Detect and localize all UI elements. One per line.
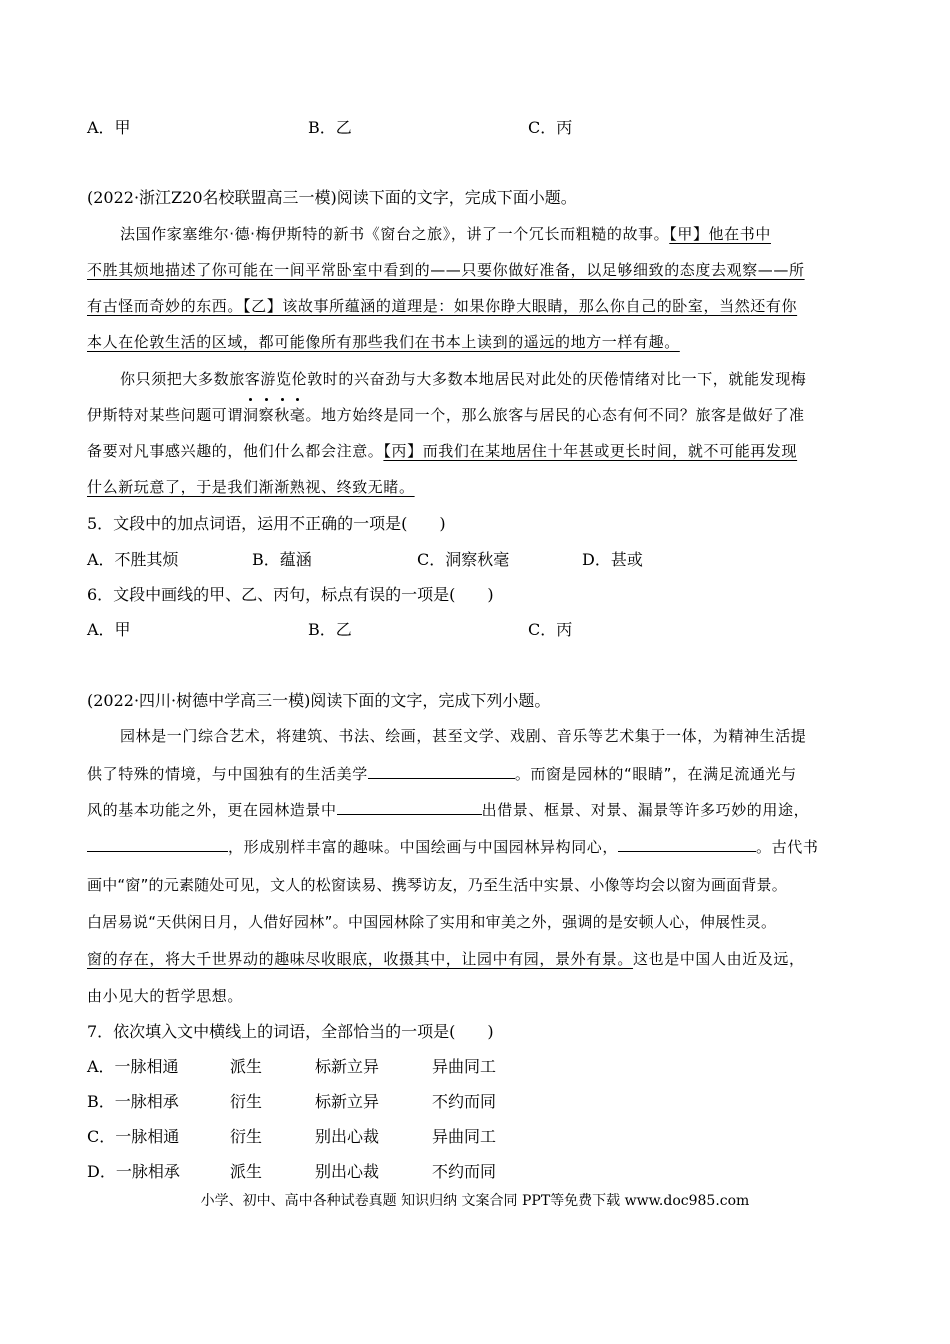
passage2-line [87,837,818,857]
underlined-sentence-line: 什么新玩意了，于是我们渐渐熟视、终致无睹。 [87,478,415,496]
dotted-char: 洞 [243,406,259,424]
passage2-text: ，形成别样丰富的趣味。中国绘画与中国园林异构同心， [228,838,619,856]
passage2-line: 白居易说“天供闲日月，人借好园林”。中国园林除了实用和审美之外，强调的是安顿人心，伸展性灵。 [87,913,777,931]
dotted-char: 毫 [289,406,306,424]
q7-option-cell: 不约而同 [432,1162,497,1181]
passage2-text: 。而窗是园林的“眼睛”，在满足流通光与 [514,765,797,783]
passage2-text: 风的基本功能之外，更在园林造景中 [87,801,337,819]
q5-option: C．洞察秋毫 [417,550,510,569]
passage2-line [87,764,797,784]
passage2-text: 供了特殊的情境，与中国独有的生活美学 [87,765,368,783]
question-7-stem: 7．依次填入文中横线上的词语，全部恰当的一项是( ) [87,1022,494,1041]
dotted-char: 秋 [274,406,290,424]
q7-option-cell: 不约而同 [432,1092,497,1111]
passage2-text: 出借景、框景、对景、漏景等许多巧妙的用途， [481,801,810,819]
option-c: C．丙 [528,118,573,137]
q7-option-cell: A．一脉相通 [87,1057,179,1076]
passage1-source: (2022·浙江Z20名校联盟高三一模)阅读下面的文字，完成下面小题。 [87,188,577,207]
passage2-text: 这也是中国人由近及远， [633,950,805,968]
q5-option: A．不胜其烦 [87,550,179,569]
passage1-line [120,224,771,244]
passage1-line: 你只须把大多数旅客游览伦敦时的兴奋劲与大多数本地居民对此处的厌倦情绪对比一下，就能发现梅 [120,370,807,388]
q7-option-cell: 衍生 [230,1127,263,1146]
q7-option-cell: 衍生 [230,1092,263,1111]
q7-option-cell: 别出心裁 [315,1162,380,1181]
passage1-line [87,405,805,425]
passage1-text: 法国作家塞维尔·德·梅伊斯特的新书《窗台之旅》，讲了一个冗长而粗糙的故事。 [120,225,670,243]
q7-option-cell: B．一脉相承 [87,1092,179,1111]
passage1-text: 。地方始终是同一个，那么旅客与居民的心态有何不同？旅客是做好了准 [305,406,805,424]
q6-option: C．丙 [528,620,573,639]
underlined-sentence-line: 本人在伦敦生活的区域，都可能像所有那些我们在书本上读到的遥远的地方一样有趣。 [87,333,680,351]
passage2-line [87,800,809,820]
q7-option-cell: 异曲同工 [432,1057,497,1076]
passage2-line: 由小见大的哲学思想。 [87,987,244,1005]
q6-option: B．乙 [308,620,352,639]
underlined-sentence: 窗的存在，将大千世界动的趣味尽收眼底，收摄其中，让园中有园，景外有景。 [87,950,634,968]
q7-option-cell: 标新立异 [315,1092,380,1111]
q7-option-cell: 异曲同工 [432,1127,497,1146]
option-b: B．乙 [308,118,352,137]
q5-option: B．蕴涵 [252,550,312,569]
page-footer: 小学、初中、高中各种试卷真题 知识归纳 文案合同 PPT等免费下载 www.doc985.com [200,1193,750,1209]
underlined-sentence-line: 不胜其烦地描述了你可能在一间平常卧室中看到的——只要你做好准备，以足够细致的态度去观察——所 [87,261,805,279]
underlined-sentence-jia: 【甲】他在书中 [669,225,771,243]
q7-option-cell: C．一脉相通 [87,1127,180,1146]
underlined-sentence-line: 有古怪而奇妙的东西。【乙】该故事所蕴涵的道理是：如果你睁大眼睛，那么你自己的卧室，当然还有你 [87,297,798,315]
fill-blank-3 [87,837,228,852]
fill-blank-1 [368,764,515,779]
q6-option: A．甲 [87,620,131,639]
fill-blank-4 [618,837,756,852]
passage1-text: 伊斯特对某些问题可谓 [87,406,244,424]
passage2-line: 画中“窗”的元素随处可见，文人的松窗读易、携琴访友，乃至生活中实景、小像等均会以窗为画面背景。 [87,876,787,894]
question-6-stem: 6．文段中画线的甲、乙、丙句，标点有误的一项是( ) [87,585,494,604]
passage2-source: (2022·四川·树德中学高三一模)阅读下面的文字，完成下列小题。 [87,691,551,710]
q7-option-cell: 派生 [230,1057,263,1076]
q7-option-cell: 派生 [230,1162,263,1181]
underlined-sentence-bing: 【丙】而我们在某地居住十年甚或更长时间，就不可能再发现 [383,442,798,460]
passage2-line: 园林是一门综合艺术，将建筑、书法、绘画，甚至文学、戏剧、音乐等艺术集于一体，为精神生活提 [120,727,807,745]
option-a: A．甲 [87,118,131,137]
q5-option: D．甚或 [582,550,643,569]
q7-option-cell: 标新立异 [315,1057,380,1076]
q7-option-cell: 别出心裁 [315,1127,380,1146]
passage1-text: 备要对凡事感兴趣的，他们什么都会注意。 [87,442,384,460]
fill-blank-2 [337,800,482,815]
passage2-text: 。古代书 [756,838,819,856]
passage2-line [87,949,805,969]
question-5-stem: 5．文段中的加点词语，运用不正确的一项是( ) [87,514,446,533]
q7-option-cell: D．一脉相承 [87,1162,180,1181]
passage1-line [87,441,797,461]
dotted-char: 察 [258,406,275,424]
